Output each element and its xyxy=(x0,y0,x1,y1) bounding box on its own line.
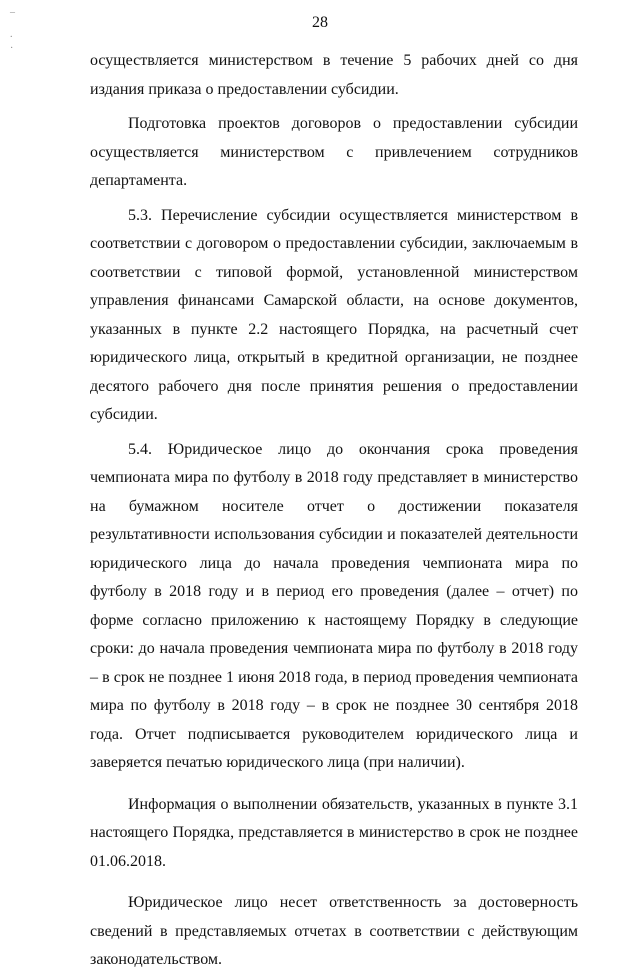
scan-mark-2: . xyxy=(10,29,13,40)
scan-mark-3: · xyxy=(10,43,14,54)
paragraph-continuation: осуществляется министерством в течение 5 рабочих дней со дня издания приказа о предоставлении субсидии. xyxy=(90,52,578,98)
paragraph-responsibility: Юридическое лицо несет ответственность за достоверность сведений в представляемых отчетах в соответствии с действующим законодательством. xyxy=(90,894,578,968)
scan-mark-1: – xyxy=(10,7,15,18)
paragraph-5-4: 5.4. Юридическое лицо до окончания срока проведения чемпионата мира по футболу в 2018 году представляет в министерство на бумажном носителе отчет о достижении показателя результативности использования субсидии и показателей деятельности юридического лица до начала проведения чемпионата мира по футболу в 2018 году и в период его проведения (далее – отчет) по форме согласно приложению к настоящему Порядку в следующие сроки: до начала проведения чемпионата мира по футболу в 2018 году – в срок не позднее 1 июня 2018 года, в период проведения чемпионата мира по футболу в 2018 году – в срок не позднее 30 сентября 2018 года. Отчет подписывается руководителем юридического лица и заверяется печатью юридического лица (при наличии). xyxy=(90,440,578,771)
paragraph-information: Информация о выполнении обязательств, указанных в пункте 3.1 настоящего Порядка, представляется в министерство в срок не позднее 01.06.2018. xyxy=(90,795,578,870)
paragraph-5-3: 5.3. Перечисление субсидии осуществляется министерством в соответствии с договором о предоставлении субсидии, заключаемым в соответствии с типовой формой, установленной министерством управления финансами Самарской области, на основе документов, указанных в пункте 2.2 настоящего Порядка, на расчетный счет юридического лица, открытый в кредитной организации, не позднее десятого рабочего дня после принятия решения о предоставлении субсидии. xyxy=(90,206,578,423)
paragraph-contract-preparation: Подготовка проектов договоров о предоставлении субсидии осуществляется министерством с привлечением сотрудников департамента. xyxy=(90,115,578,189)
document-body xyxy=(90,47,578,975)
page-number: 28 xyxy=(312,14,328,31)
